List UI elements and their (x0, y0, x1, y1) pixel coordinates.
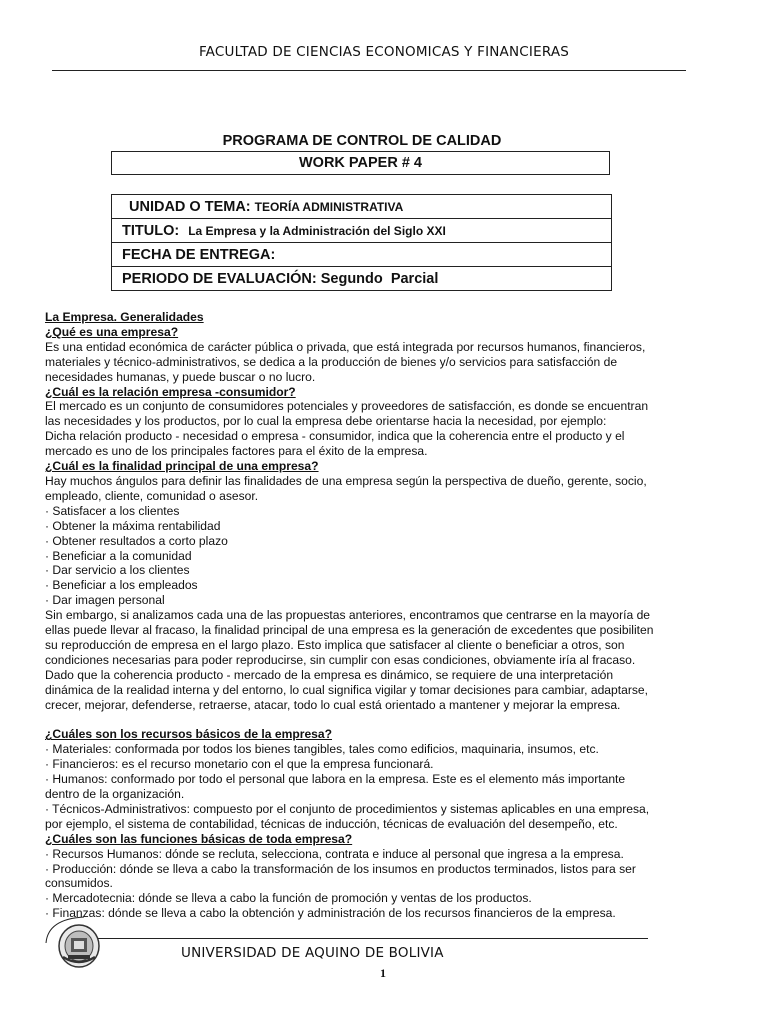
section-heading: ¿Qué es una empresa? (45, 324, 179, 339)
body-line: Dado que la coherencia producto - mercado de la empresa es dinámico, se requiere de una interpretación (45, 667, 614, 682)
body-line: dentro de la organización. (45, 786, 185, 801)
body-line: · Mercadotecnia: dónde se lleva a cabo la función de promoción y ventas de los productos. (45, 891, 532, 906)
section-heading: ¿Cuáles son los recursos básicos de la empresa? (45, 727, 333, 742)
fecha-label: FECHA DE ENTREGA: (122, 246, 276, 263)
info-row-titulo (112, 219, 612, 243)
section-heading: ¿Cuáles son las funciones básicas de toda empresa? (45, 831, 353, 846)
header-divider (52, 70, 686, 71)
blank-line (45, 712, 735, 727)
periodo-label: PERIODO DE EVALUACIÓN: (122, 270, 317, 287)
body-line: Dicha relación producto - necesidad o empresa - consumidor, indica que la coherencia entre el producto y el (45, 429, 625, 444)
body-line: · Beneficiar a la comunidad (45, 548, 192, 563)
info-table (111, 194, 612, 291)
periodo-value: Segundo Parcial (320, 270, 439, 287)
body-line: por ejemplo, el sistema de contabilidad, técnicas de inducción, técnicas de evaluación del desempeño, etc. (45, 816, 618, 831)
body-line: · Beneficiar a los empleados (45, 578, 198, 593)
body-line: · Producción: dónde se lleva a cabo la transformación de los insumos en productos terminados, listos para ser (45, 861, 636, 876)
body-line: mercado es uno de los principales factores para el éxito de la empresa. (45, 444, 428, 459)
footer-divider (98, 938, 648, 939)
info-row-periodo (112, 267, 612, 291)
program-title: PROGRAMA DE CONTROL DE CALIDAD (222, 133, 502, 149)
body-line: · Recursos Humanos: dónde se recluta, selecciona, contrata e induce al personal que ingresa a la empresa. (45, 846, 624, 861)
body-line: su reproducción de empresa en el largo plazo. Esto implica que satisfacer al cliente o beneficiar a otros, son (45, 637, 625, 652)
document-body (45, 310, 735, 921)
section-heading: ¿Cuál es la relación empresa -consumidor? (45, 384, 296, 399)
body-line: dinámica de la realidad interna y del entorno, lo cual significa vigilar y tomar decisiones para cambiar, adaptarse, (45, 682, 648, 697)
unidad-label: UNIDAD O TEMA: (129, 198, 251, 215)
body-line: · Finanzas: dónde se lleva a cabo la obtención y administración de los recursos financieros de la empresa. (45, 906, 616, 921)
body-line: condiciones necesarias para poder reproducirse, sin cumplir con esas condiciones, obviamente iría al fracaso. (45, 652, 636, 667)
titulo-value: La Empresa y la Administración del Siglo XXI (188, 223, 446, 238)
faculty-header: FACULTAD DE CIENCIAS ECONOMICAS Y FINANCIERAS (198, 44, 570, 60)
section-heading: La Empresa. Generalidades (45, 310, 204, 324)
body-line: El mercado es un conjunto de consumidores potenciales y proveedores de satisfacción, es donde se encuentran (45, 399, 649, 414)
body-line: empleado, cliente, comunidad o asesor. (45, 488, 259, 503)
unidad-value: TEORÍA ADMINISTRATIVA (254, 199, 404, 214)
university-footer: UNIVERSIDAD DE AQUINO DE BOLIVIA (181, 945, 444, 961)
body-line: · Financieros: es el recurso monetario con el que la empresa funcionará. (45, 757, 434, 772)
work-paper-box: WORK PAPER # 4 (111, 151, 610, 175)
body-line: Es una entidad económica de carácter pública o privada, que está integrada por recursos humanos, financieros, (45, 339, 646, 354)
body-line: Hay muchos ángulos para definir las finalidades de una empresa según la perspectiva de dueño, gerente, socio, (45, 473, 647, 488)
info-row-fecha (112, 243, 612, 267)
body-line: · Técnicos-Administrativos: compuesto por el conjunto de procedimientos y sistemas aplicables en una empresa, (45, 801, 650, 816)
info-row-unidad (112, 195, 612, 219)
body-line: · Humanos: conformado por todo el personal que labora en la empresa. Este es el elemento más importante (45, 772, 626, 787)
titulo-label: TITULO: (122, 222, 180, 239)
body-line: ellas puede llevar al fracaso, la finalidad principal de una empresa es la generación de excedentes que posibiliten (45, 623, 654, 638)
body-line: · Dar servicio a los clientes (45, 563, 190, 578)
section-heading: ¿Cuál es la finalidad principal de una empresa? (45, 459, 319, 474)
body-line: consumidos. (45, 876, 113, 891)
body-line: · Materiales: conformada por todos los bienes tangibles, tales como edificios, maquinaria, insumos, etc. (45, 742, 599, 757)
body-line: necesidades humanas, y puede buscar o no lucro. (45, 369, 316, 384)
body-line: · Dar imagen personal (45, 593, 165, 608)
body-line: las necesidades y los productos, por lo cual la empresa debe orientarse hacia la necesidad, por ejemplo: (45, 414, 607, 429)
body-line: · Satisfacer a los clientes (45, 503, 180, 518)
body-line: materiales y técnico-administrativos, se dedica a la producción de bienes y/o servicios para satisfacción de (45, 354, 618, 369)
body-line: crecer, mejorar, defenderse, retraerse, atacar, todo lo cual está orientado a mantener y mejorar la empresa. (45, 697, 621, 712)
body-line: · Obtener la máxima rentabilidad (45, 518, 221, 533)
university-seal-icon (57, 923, 101, 969)
page-number: 1 (380, 966, 386, 980)
body-line: · Obtener resultados a corto plazo (45, 533, 228, 548)
body-line: Sin embargo, si analizamos cada una de las propuestas anteriores, encontramos que centrarse en la mayoría de (45, 608, 651, 623)
